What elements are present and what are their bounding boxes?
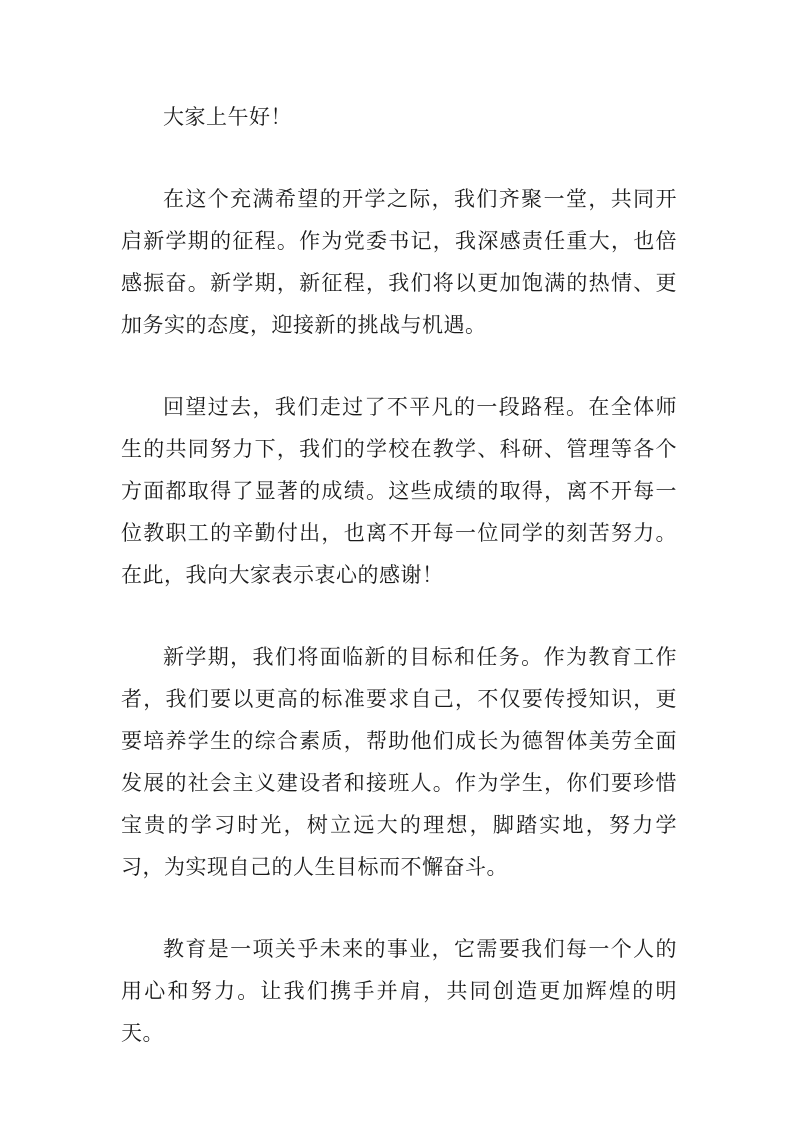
paragraph-greeting: 大家上午好！: [163, 105, 292, 129]
paragraph-opening: 在这个充满希望的开学之际，我们齐聚一堂，共同开启新学期的征程。作为党委书记，我深感责任重大，也倍感振奋。新学期，新征程，我们将以更加饱满的热情、更加务实的态度，迎接新的挑战与机遇。: [121, 187, 677, 337]
paragraph-closing: 教育是一项关乎未来的事业，它需要我们每一个人的用心和努力。让我们携手并肩，共同创造更加辉煌的明天。: [121, 937, 677, 1045]
document-body: [121, 96, 677, 1094]
paragraph-new-semester: 新学期，我们将面临新的目标和任务。作为教育工作者，我们要以更高的标准要求自己，不仅要传授知识，更要培养学生的综合素质，帮助他们成长为德智体美劳全面发展的社会主义建设者和接班人。作为学生，你们要珍惜宝贵的学习时光，树立远大的理想，脚踏实地，努力学习，为实现自己的人生目标而不懈奋斗。: [121, 645, 677, 879]
paragraph-review: 回望过去，我们走过了不平凡的一段路程。在全体师生的共同努力下，我们的学校在教学、科研、管理等各个方面都取得了显著的成绩。这些成绩的取得，离不开每一位教职工的辛勤付出，也离不开每一位同学的刻苦努力。在此，我向大家表示衷心的感谢！: [121, 395, 677, 587]
